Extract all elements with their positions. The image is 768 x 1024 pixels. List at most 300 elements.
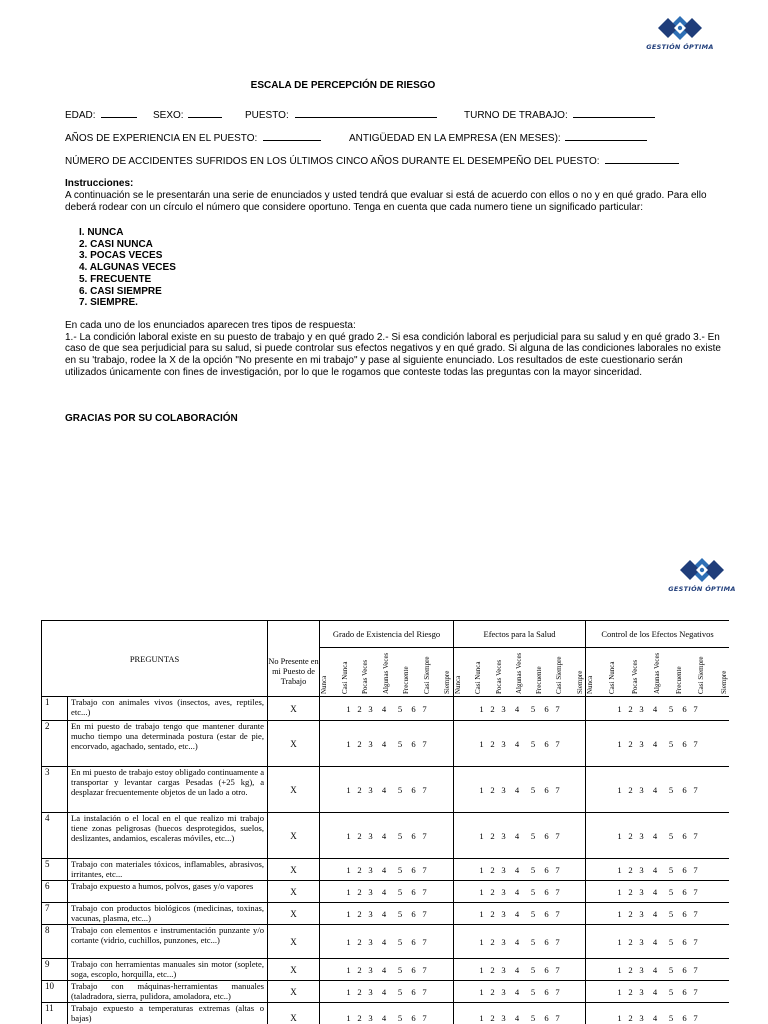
scale-option[interactable]: 6 (544, 886, 549, 897)
scale-option[interactable]: 7 (555, 908, 560, 919)
scale-option[interactable]: 1 (617, 784, 622, 795)
scale-option[interactable]: 6 (682, 1012, 687, 1023)
no-presente-option[interactable]: X (268, 767, 320, 813)
puesto-label: PUESTO: (245, 110, 289, 121)
scale-option[interactable]: 4 (514, 1012, 520, 1023)
scale-option[interactable]: 1 (617, 1012, 622, 1023)
scale-option[interactable]: 2 (357, 738, 362, 749)
scale-option[interactable]: 1 (479, 864, 484, 875)
scale-option[interactable]: 4 (652, 784, 658, 795)
scale-option[interactable]: 5 (397, 936, 403, 947)
scale-existencia (320, 859, 454, 881)
scale-option[interactable]: 4 (652, 830, 658, 841)
scale-option[interactable]: 1 (617, 936, 622, 947)
scale-salud (454, 813, 586, 859)
question-number: 2 (42, 721, 68, 767)
scale-option[interactable]: 6 (544, 864, 549, 875)
scale-option[interactable]: 7 (555, 864, 560, 875)
scale-option[interactable]: 5 (668, 738, 674, 749)
scale-option[interactable]: 6 (544, 936, 549, 947)
scale-option[interactable]: 5 (668, 964, 674, 975)
question-number: 1 (42, 697, 68, 721)
scale-option[interactable]: 7 (422, 908, 427, 919)
question-number: 11 (42, 1003, 68, 1024)
scale-option[interactable]: 6 (544, 986, 549, 997)
scale-option[interactable]: 2 (357, 703, 362, 714)
scale-option[interactable]: 5 (397, 908, 403, 919)
scale-option[interactable]: 1 (617, 830, 622, 841)
puesto-line (245, 107, 437, 121)
scale-option[interactable]: 1 (346, 936, 351, 947)
scale-option[interactable]: 4 (514, 886, 520, 897)
scale-option[interactable]: 3 (501, 784, 506, 795)
scale-option[interactable]: 5 (668, 864, 674, 875)
scale-option[interactable]: 6 (544, 964, 549, 975)
scale-option[interactable]: 7 (693, 738, 698, 749)
scale-option[interactable]: 1 (479, 886, 484, 897)
scale-option[interactable]: 1 (346, 738, 351, 749)
scale-option[interactable]: 7 (555, 738, 560, 749)
questionnaire-table-wrap (41, 620, 729, 1024)
scale-option[interactable]: 6 (411, 936, 416, 947)
scale-option[interactable]: 5 (530, 830, 536, 841)
scale-option[interactable]: 1 (346, 886, 351, 897)
scale-option[interactable]: 3 (501, 936, 506, 947)
question-number: 4 (42, 813, 68, 859)
scale-option[interactable]: 4 (514, 936, 520, 947)
no-presente-option[interactable]: X (268, 859, 320, 881)
turno-field[interactable] (573, 107, 655, 118)
scale-option[interactable]: 1 (479, 738, 484, 749)
scale-option[interactable]: 5 (668, 830, 674, 841)
scale-salud (454, 859, 586, 881)
table-row (42, 721, 730, 767)
scale-option[interactable]: 3 (639, 908, 644, 919)
scale-option[interactable]: 3 (501, 1012, 506, 1023)
scale-option[interactable]: 3 (368, 908, 373, 919)
scale-option[interactable]: 7 (693, 864, 698, 875)
scale-option[interactable]: 2 (490, 1012, 495, 1023)
scale-option[interactable]: 2 (490, 864, 495, 875)
scale-option[interactable]: 3 (501, 964, 506, 975)
scale-option[interactable]: 4 (514, 703, 520, 714)
question-text: Trabajo con animales vivos (insectos, aves, reptiles, etc...) (68, 697, 268, 721)
scale-option[interactable]: 2 (357, 886, 362, 897)
scale-option[interactable]: 3 (639, 936, 644, 947)
scale-option[interactable]: 4 (381, 964, 387, 975)
scale-option[interactable]: 2 (628, 908, 633, 919)
preguntas-header: PREGUNTAS (42, 621, 268, 697)
scale-option[interactable]: 7 (693, 986, 698, 997)
scale-option[interactable]: 1 (346, 908, 351, 919)
company-logo (660, 556, 744, 596)
scale-option[interactable]: 6 (682, 864, 687, 875)
scale-option[interactable]: 5 (530, 908, 536, 919)
scale-option[interactable]: 2 (490, 886, 495, 897)
scale-option[interactable]: 1 (346, 703, 351, 714)
scale-option[interactable]: 6 (411, 908, 416, 919)
scale-option[interactable]: 2 (628, 964, 633, 975)
scale-option[interactable]: 1 (479, 964, 484, 975)
no-presente-option[interactable]: X (268, 903, 320, 925)
scale-option[interactable]: 6 (411, 964, 416, 975)
scale-option[interactable]: 7 (693, 908, 698, 919)
no-presente-option[interactable]: X (268, 881, 320, 903)
scale-option[interactable]: 4 (652, 738, 658, 749)
scale-option[interactable]: 5 (530, 964, 536, 975)
scale-item: 3. POCAS VECES (79, 250, 163, 262)
scale-option[interactable]: 4 (381, 908, 387, 919)
scale-option[interactable]: 1 (617, 964, 622, 975)
scale-option[interactable]: 6 (544, 908, 549, 919)
scale-option[interactable]: 7 (555, 1012, 560, 1023)
scale-option[interactable]: 5 (397, 784, 403, 795)
scale-label: Algunas Veces (381, 652, 390, 694)
no-presente-option[interactable]: X (268, 697, 320, 721)
scale-control (586, 813, 729, 859)
scale-option[interactable]: 7 (422, 703, 427, 714)
scale-option[interactable]: 4 (514, 784, 520, 795)
scale-option[interactable]: 7 (422, 738, 427, 749)
scale-option[interactable]: 1 (346, 1012, 351, 1023)
scale-option[interactable]: 2 (357, 936, 362, 947)
scale-option[interactable]: 7 (555, 936, 560, 947)
no-presente-option[interactable]: X (268, 1003, 320, 1024)
scale-option[interactable]: 3 (501, 830, 506, 841)
scale-option[interactable]: 7 (555, 964, 560, 975)
no-presente-option[interactable]: X (268, 721, 320, 767)
scale-option[interactable]: 2 (490, 703, 495, 714)
scale-labels-control (586, 648, 729, 697)
puesto-field[interactable] (295, 107, 437, 118)
scale-option[interactable]: 1 (479, 936, 484, 947)
scale-option[interactable]: 5 (668, 1012, 674, 1023)
scale-option[interactable]: 2 (357, 830, 362, 841)
edad-label: EDAD: (65, 110, 96, 121)
scale-option[interactable]: 6 (411, 703, 416, 714)
scale-option[interactable]: 3 (368, 964, 373, 975)
scale-option[interactable]: 7 (555, 830, 560, 841)
scale-option[interactable]: 4 (381, 936, 387, 947)
scale-option[interactable]: 6 (544, 738, 549, 749)
scale-salud (454, 903, 586, 925)
no-presente-option[interactable]: X (268, 959, 320, 981)
scale-option[interactable]: 5 (397, 738, 403, 749)
scale-option[interactable]: 3 (639, 703, 644, 714)
scale-option[interactable]: 7 (693, 784, 698, 795)
scale-option[interactable]: 1 (617, 738, 622, 749)
no-presente-option[interactable]: X (268, 981, 320, 1003)
scale-option[interactable]: 3 (368, 886, 373, 897)
edad-field[interactable] (101, 107, 137, 118)
scale-salud (454, 697, 586, 721)
scale-option[interactable]: 6 (682, 784, 687, 795)
scale-option[interactable]: 1 (479, 986, 484, 997)
scale-option[interactable]: 2 (628, 886, 633, 897)
scale-option[interactable]: 3 (501, 703, 506, 714)
scale-option[interactable]: 7 (422, 964, 427, 975)
scale-option[interactable]: 6 (411, 830, 416, 841)
scale-option[interactable]: 6 (682, 964, 687, 975)
scale-option[interactable]: 1 (479, 703, 484, 714)
scale-option[interactable]: 7 (693, 886, 698, 897)
scale-existencia (320, 721, 454, 767)
scale-option[interactable]: 4 (381, 738, 387, 749)
scale-option[interactable]: 1 (479, 908, 484, 919)
scale-option[interactable]: 1 (617, 986, 622, 997)
turno-line (464, 107, 655, 121)
scale-option[interactable]: 7 (422, 936, 427, 947)
scale-option[interactable]: 7 (422, 830, 427, 841)
scale-option[interactable]: 5 (530, 784, 536, 795)
scale-option[interactable]: 7 (693, 936, 698, 947)
scale-option[interactable]: 3 (368, 784, 373, 795)
scale-option[interactable]: 6 (411, 784, 416, 795)
scale-option[interactable]: 2 (628, 738, 633, 749)
scale-label: Nunca (320, 675, 329, 694)
scale-option[interactable]: 3 (368, 864, 373, 875)
anios-field[interactable] (263, 130, 321, 141)
scale-option[interactable]: 4 (652, 1012, 658, 1023)
scale-option[interactable]: 4 (652, 986, 658, 997)
scale-option[interactable]: 4 (652, 908, 658, 919)
scale-option[interactable]: 3 (368, 936, 373, 947)
scale-option[interactable]: 2 (357, 964, 362, 975)
scale-option[interactable]: 2 (490, 936, 495, 947)
scale-option[interactable]: 4 (652, 964, 658, 975)
scale-option[interactable]: 7 (555, 886, 560, 897)
scale-option[interactable]: 4 (381, 986, 387, 997)
logo-text: GESTIÓN ÓPTIMA (646, 43, 714, 51)
scale-option[interactable]: 2 (628, 1012, 633, 1023)
scale-option[interactable]: 5 (397, 886, 403, 897)
scale-option[interactable]: 5 (668, 986, 674, 997)
scale-option[interactable]: 2 (490, 986, 495, 997)
scale-option[interactable]: 2 (357, 908, 362, 919)
scale-option[interactable]: 2 (490, 908, 495, 919)
turno-label: TURNO DE TRABAJO: (464, 110, 568, 121)
scale-option[interactable]: 2 (490, 964, 495, 975)
question-text: Trabajo expuesto a temperaturas extremas (altas o bajas) (68, 1003, 268, 1024)
scale-option[interactable]: 2 (357, 1012, 362, 1023)
scale-option[interactable]: 1 (479, 784, 484, 795)
scale-option[interactable]: 7 (555, 784, 560, 795)
scale-label: Frecuente (675, 666, 684, 694)
scale-option[interactable]: 5 (530, 738, 536, 749)
scale-option[interactable]: 5 (397, 830, 403, 841)
antiguedad-line (349, 130, 647, 144)
scale-option[interactable]: 4 (652, 864, 658, 875)
table-row (42, 925, 730, 959)
scale-option[interactable]: 5 (530, 986, 536, 997)
scale-option[interactable]: 3 (368, 830, 373, 841)
scale-option[interactable]: 5 (530, 1012, 536, 1023)
scale-option[interactable]: 3 (368, 738, 373, 749)
scale-option[interactable]: 3 (639, 738, 644, 749)
scale-option[interactable]: 5 (530, 703, 536, 714)
scale-option[interactable]: 6 (411, 738, 416, 749)
scale-control (586, 859, 729, 881)
scale-option[interactable]: 5 (668, 908, 674, 919)
scale-option[interactable]: 1 (479, 830, 484, 841)
scale-option[interactable]: 3 (639, 830, 644, 841)
scale-option[interactable]: 5 (397, 986, 403, 997)
scale-option[interactable]: 4 (381, 830, 387, 841)
table-row (42, 859, 730, 881)
scale-option[interactable]: 4 (514, 864, 520, 875)
scale-option[interactable]: 6 (544, 703, 549, 714)
scale-option[interactable]: 6 (682, 738, 687, 749)
scale-option[interactable]: 4 (514, 738, 520, 749)
scale-option[interactable]: 6 (682, 986, 687, 997)
scale-option[interactable]: 4 (514, 964, 520, 975)
scale-option[interactable]: 1 (617, 886, 622, 897)
scale-option[interactable]: 7 (693, 703, 698, 714)
question-number: 6 (42, 881, 68, 903)
accidentes-line (65, 153, 679, 167)
scale-option[interactable]: 3 (501, 864, 506, 875)
scale-option[interactable]: 7 (555, 703, 560, 714)
scale-option[interactable]: 2 (490, 830, 495, 841)
scale-option[interactable]: 5 (668, 936, 674, 947)
scale-option[interactable]: 6 (682, 703, 687, 714)
scale-option[interactable]: 6 (544, 830, 549, 841)
scale-option[interactable]: 3 (501, 738, 506, 749)
sexo-field[interactable] (188, 107, 222, 118)
scale-option[interactable]: 1 (346, 986, 351, 997)
scale-option[interactable]: 3 (368, 1012, 373, 1023)
scale-option[interactable]: 4 (652, 936, 658, 947)
scale-control (586, 721, 729, 767)
scale-option[interactable]: 3 (639, 1012, 644, 1023)
scale-option[interactable]: 3 (501, 908, 506, 919)
scale-option[interactable]: 4 (381, 864, 387, 875)
scale-label: Algunas Veces (652, 652, 661, 694)
scale-option[interactable]: 4 (514, 830, 520, 841)
scale-option[interactable]: 4 (381, 1012, 387, 1023)
scale-label: Casi Siempre (697, 656, 706, 694)
scale-option[interactable]: 7 (693, 964, 698, 975)
no-presente-option[interactable]: X (268, 925, 320, 959)
scale-option[interactable]: 2 (490, 784, 495, 795)
scale-option[interactable]: 2 (490, 738, 495, 749)
scale-option[interactable]: 6 (411, 986, 416, 997)
scale-existencia (320, 697, 454, 721)
scale-option[interactable]: 6 (682, 886, 687, 897)
scale-option[interactable]: 2 (628, 864, 633, 875)
scale-option[interactable]: 3 (368, 986, 373, 997)
scale-option[interactable]: 6 (411, 1012, 416, 1023)
scale-option[interactable]: 2 (357, 986, 362, 997)
scale-option[interactable]: 5 (668, 784, 674, 795)
scale-option[interactable]: 2 (357, 784, 362, 795)
scale-option[interactable]: 1 (479, 1012, 484, 1023)
scale-option[interactable]: 7 (555, 986, 560, 997)
scale-option[interactable]: 7 (422, 784, 427, 795)
scale-option[interactable]: 7 (422, 886, 427, 897)
scale-option[interactable]: 6 (411, 886, 416, 897)
scale-option[interactable]: 1 (617, 703, 622, 714)
group-header-existencia: Grado de Existencia del Riesgo (320, 621, 454, 648)
scale-option[interactable]: 1 (346, 830, 351, 841)
scale-option[interactable]: 1 (346, 964, 351, 975)
table-row (42, 981, 730, 1003)
scale-option[interactable]: 4 (381, 703, 387, 714)
scale-option[interactable]: 5 (397, 1012, 403, 1023)
question-number: 10 (42, 981, 68, 1003)
antiguedad-field[interactable] (565, 130, 647, 141)
scale-option[interactable]: 4 (514, 908, 520, 919)
scale-option[interactable]: 2 (628, 936, 633, 947)
scale-option[interactable]: 2 (628, 703, 633, 714)
scale-option[interactable]: 1 (346, 864, 351, 875)
scale-option[interactable]: 5 (397, 703, 403, 714)
table-row (42, 903, 730, 925)
scale-option[interactable]: 5 (530, 936, 536, 947)
scale-option[interactable]: 3 (368, 703, 373, 714)
scale-option[interactable]: 4 (652, 703, 658, 714)
scale-option[interactable]: 2 (628, 784, 633, 795)
table-row (42, 1003, 730, 1024)
scale-option[interactable]: 3 (639, 864, 644, 875)
scale-option[interactable]: 6 (682, 908, 687, 919)
scale-option[interactable]: 6 (411, 864, 416, 875)
scale-option[interactable]: 3 (639, 784, 644, 795)
scale-option[interactable]: 3 (501, 986, 506, 997)
scale-option[interactable]: 3 (501, 886, 506, 897)
scale-option[interactable]: 6 (682, 830, 687, 841)
scale-option[interactable]: 6 (682, 936, 687, 947)
scale-option[interactable]: 3 (639, 886, 644, 897)
scale-option[interactable]: 1 (617, 864, 622, 875)
scale-option[interactable]: 7 (422, 1012, 427, 1023)
question-text: Trabajo con máquinas-herramientas manuales (taladradora, sierra, pulidora, amoladora, etc..) (68, 981, 268, 1003)
scale-option[interactable]: 4 (514, 986, 520, 997)
scale-option[interactable]: 3 (639, 986, 644, 997)
scale-option[interactable]: 4 (381, 784, 387, 795)
scale-option[interactable]: 5 (530, 886, 536, 897)
scale-option[interactable]: 7 (693, 830, 698, 841)
scale-option[interactable]: 1 (346, 784, 351, 795)
question-text: Trabajo con elementos e instrumentación punzante y/o cortante (vidrio, cuchillos, punzones, etc...) (68, 925, 268, 959)
scale-option[interactable]: 5 (668, 886, 674, 897)
scale-option[interactable]: 6 (544, 784, 549, 795)
scale-item: 2. CASI NUNCA (79, 238, 153, 250)
anios-line (65, 130, 321, 144)
scale-option[interactable]: 7 (693, 1012, 698, 1023)
scale-option[interactable]: 2 (628, 986, 633, 997)
scale-option[interactable]: 2 (628, 830, 633, 841)
question-number: 3 (42, 767, 68, 813)
scale-option[interactable]: 1 (617, 908, 622, 919)
scale-option[interactable]: 5 (397, 964, 403, 975)
scale-option[interactable]: 6 (544, 1012, 549, 1023)
scale-option[interactable]: 7 (422, 864, 427, 875)
scale-option[interactable]: 4 (381, 886, 387, 897)
question-text: Trabajo expuesto a humos, polvos, gases y/o vapores (68, 881, 268, 903)
scale-option[interactable]: 2 (357, 864, 362, 875)
scale-option[interactable]: 5 (668, 703, 674, 714)
sexo-label: SEXO: (153, 110, 184, 121)
scale-option[interactable]: 4 (652, 886, 658, 897)
scale-option[interactable]: 5 (397, 864, 403, 875)
accidentes-field[interactable] (605, 153, 679, 164)
scale-option[interactable]: 5 (530, 864, 536, 875)
scale-option[interactable]: 7 (422, 986, 427, 997)
no-presente-option[interactable]: X (268, 813, 320, 859)
scale-salud (454, 981, 586, 1003)
scale-option[interactable]: 3 (639, 964, 644, 975)
